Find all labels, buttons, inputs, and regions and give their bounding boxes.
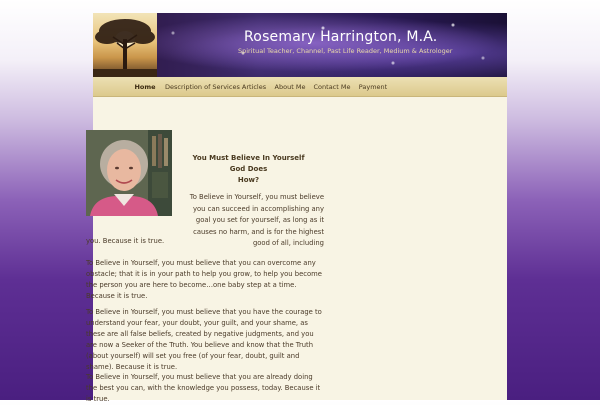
main-nav — [93, 77, 507, 97]
headline-line-1: You Must Believe In Yourself — [192, 154, 305, 162]
site-tagline: Spiritual Teacher, Channel, Past Life Reader, Medium & Astrologer — [238, 47, 453, 55]
site-header — [93, 13, 507, 77]
paragraph-best: To Believe in Yourself, you must believe that you are already doing the best you can, with the knowledge you possess, today. Because it is true. — [86, 373, 321, 403]
nav-item-payment[interactable]: Payment — [358, 83, 388, 91]
headline-line-2: God Does — [229, 165, 268, 173]
nav-item-about-me[interactable]: About Me — [274, 83, 306, 91]
tree-sunset-image — [93, 13, 157, 77]
intro-paragraph-tail: you. Because it is true. — [86, 237, 165, 245]
author-portrait — [86, 130, 172, 216]
nav-item-home[interactable]: Home — [134, 83, 156, 91]
nav-item-articles[interactable]: Articles — [241, 83, 267, 91]
headline-line-3: How? — [237, 176, 260, 184]
intro-paragraph: To Believe in Yourself, you must believe you can succeed in accomplishing any goal you set for yourself, as long as it causes no harm, and is for the highest good of all, including — [189, 193, 324, 247]
paragraph-courage: To Believe in Yourself, you must believe that you have the courage to understand your fear, your doubt, your guilt, and your shame, as these are all false beliefs, created by negative judgments, and you are now a Seeker of the Truth. You believe and know that the Truth (about yourself) will set you free (of your fear, doubt, guilt and shame). Because it is true. — [86, 308, 322, 371]
article-headline — [175, 153, 322, 186]
nav-item-contact-me[interactable]: Contact Me — [313, 83, 351, 91]
paragraph-obstacles: To Believe in Yourself, you must believe that you can overcome any obstacle; that it is in your path to help you grow, to help you become the person you are here to become…one baby step at a time. Because it is true. — [86, 259, 322, 300]
site-title[interactable]: Rosemary Harrington, M.A. — [244, 29, 438, 45]
nav-item-description-of-services[interactable]: Description of Services — [165, 83, 240, 91]
